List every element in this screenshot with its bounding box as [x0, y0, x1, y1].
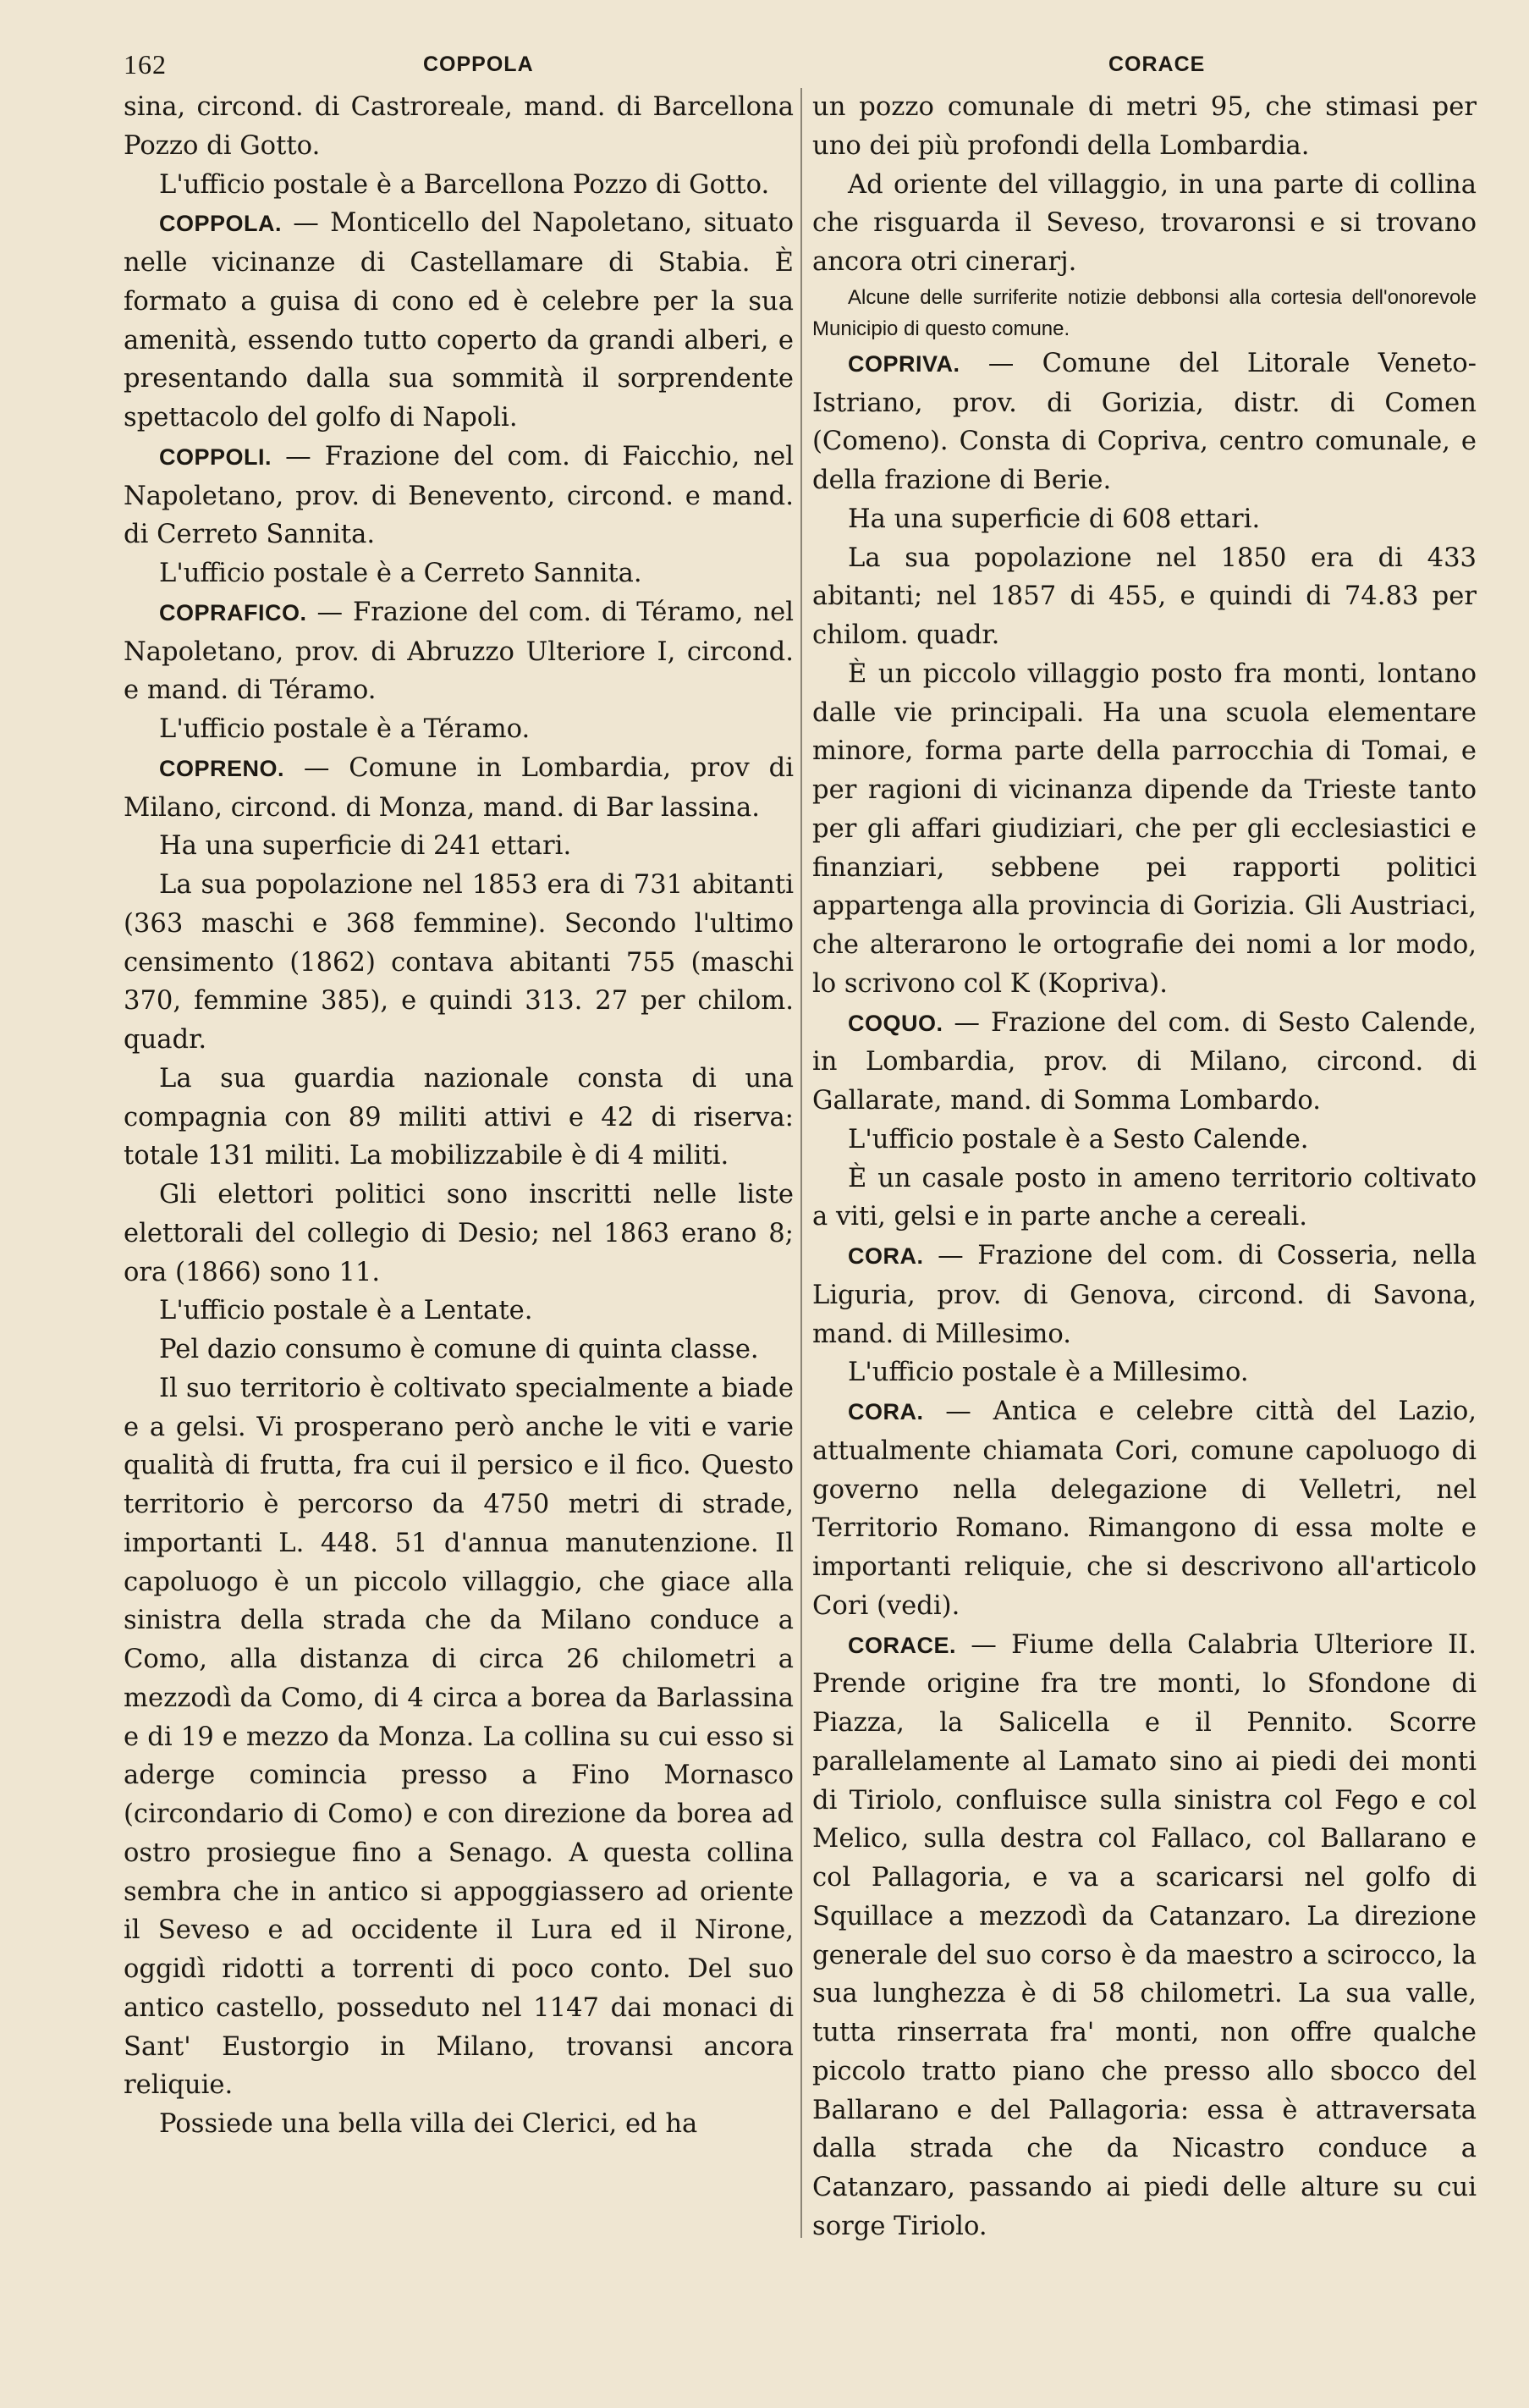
entry-text: La sua guardia nazionale consta di una compagnia con 89 militi attivi e 42 di riserva: totale 131 militi. La mobilizzabile è di 4 militi.	[124, 1063, 794, 1171]
left-running-head: COPPOLA	[423, 52, 534, 76]
paragraph	[812, 539, 1477, 655]
entry-text: L'ufficio postale è a Téramo.	[159, 714, 531, 744]
entry-text: sina, circond. di Castroreale, mand. di Barcellona Pozzo di Gotto.	[124, 92, 794, 161]
entry-text: — Frazione del com. di Sesto Calende, in Lombardia, prov. di Milano, circond. di Gallarate, mand. di Somma Lombardo.	[812, 1007, 1477, 1116]
entry-text: un pozzo comunale di metri 95, che stimasi per uno dei più profondi della Lombardia.	[812, 92, 1477, 161]
entry-text: — Frazione del com. di Faicchio, nel Napoletano, prov. di Benevento, circond. e mand. di Cerreto Sannita.	[124, 441, 794, 550]
paragraph	[124, 2105, 794, 2144]
paragraph	[124, 866, 794, 1060]
entry-text: — Antica e celebre città del Lazio, attualmente chiamata Cori, comune capoluogo di governo nella delegazione di Velletri, nel Territorio Romano. Rimangono di essa molte e importanti reliquie, che si descrivono all'articolo Cori (vedi).	[812, 1397, 1477, 1621]
paragraph	[124, 1331, 794, 1369]
paragraph	[124, 1292, 794, 1331]
entry-headword: COPRENO.	[159, 755, 285, 781]
entry-text: — Frazione del com. di Téramo, nel Napoletano, prov. di Abruzzo Ulteriore I, circond. e mand. di Téramo.	[124, 597, 794, 706]
column-divider	[800, 88, 802, 2238]
entry-text: L'ufficio postale è a Cerreto Sannita.	[159, 559, 642, 588]
paragraph	[812, 88, 1477, 166]
paragraph	[124, 827, 794, 866]
paragraph	[812, 166, 1477, 282]
paragraph	[124, 166, 794, 205]
paragraph	[124, 1369, 794, 2105]
entry-text: Gli elettori politici sono inscritti nelle liste elettorali del collegio di Desio; nel 1863 erano 8; ora (1866) sono 11.	[124, 1180, 794, 1287]
page-number: 162	[124, 49, 167, 80]
dictionary-entry	[812, 1392, 1477, 1626]
entry-headword: COPPOLI.	[159, 444, 272, 470]
entry-text: È un piccolo villaggio posto fra monti, lontano dalle vie principali. Ha una scuola elementare minore, forma parte della parrocchia di Tomai, e per ragioni di vicinanza dipende da Trieste tanto per gli affari giudiziari, che per gli ecclesiastici e finanziari, sebbene pei rapporti politici appartenga alla provincia di Gorizia. Gli Austriaci, che alterarono le ortografie dei nomi a lor modo, lo scrivono col K (Kopriva).	[812, 658, 1477, 999]
dictionary-entry	[124, 593, 794, 710]
dictionary-entry	[812, 1237, 1477, 1353]
entry-text: Alcune delle surriferite notizie debbonsi alla cortesia dell'onorevole Municipio di questo comune.	[812, 285, 1477, 340]
entry-text: — Monticello del Napoletano, situato nelle vicinanze di Castellamare di Stabia. È formato a guisa di cono ed è celebre per la sua amenità, essendo tutto coperto da grandi alberi, e presentando dalla sua sommità il sorprendente spettacolo del golfo di Napoli.	[124, 208, 794, 433]
entry-headword: CORA.	[848, 1399, 924, 1424]
entry-text: Possiede una bella villa dei Clerici, ed ha	[159, 2109, 698, 2139]
entry-text: È un casale posto in ameno territorio coltivato a viti, gelsi e in parte anche a cereali.	[812, 1163, 1477, 1232]
dictionary-entry	[812, 1004, 1477, 1121]
left-column	[124, 88, 794, 2144]
entry-headword: COPRAFICO.	[159, 599, 307, 625]
entry-text: L'ufficio postale è a Lentate.	[159, 1296, 533, 1326]
entry-text: — Frazione del com. di Cosseria, nella Liguria, prov. di Genova, circond. di Savona, mand. di Millesimo.	[812, 1241, 1477, 1349]
entry-text: La sua popolazione nel 1850 era di 433 abitanti; nel 1857 di 455, e quindi di 74.83 per chilom. quadr.	[812, 543, 1477, 650]
paragraph	[124, 1060, 794, 1176]
right-column	[812, 88, 1477, 2246]
entry-text: Il suo territorio è coltivato specialmente a biade e a gelsi. Vi prosperano però anche le viti e varie qualità di frutta, fra cui il persico e il fico. Questo territorio è percorso da 4750 metri di strade, importanti L. 448. 51 d'annua manutenzione. Il capoluogo è un piccolo villaggio, che giace alla sinistra della strada che da Milano conduce a Como, alla distanza di circa 26 chilometri a mezzodì da Como, di 4 circa a borea da Barlassina e di 19 e mezzo da Monza. La collina su cui esso si aderge comincia presso a Fino Mornasco (circondario di Como) e con direzione da borea ad ostro prosiegue fino a Senago. A questa collina sembra che in antico si appoggiassero ad oriente il Seveso e ad occidente il Lura ed il Nirone, oggidì ridotti a torrenti di poco conto. Del suo antico castello, posseduto nel 1147 dai monaci di Sant' Eustorgio in Milano, trovansi ancora reliquie.	[124, 1373, 794, 2101]
paragraph	[124, 554, 794, 593]
entry-headword: CORA.	[848, 1243, 924, 1269]
dictionary-entry	[812, 344, 1477, 500]
dictionary-entry	[124, 204, 794, 438]
entry-text: La sua popolazione nel 1853 era di 731 abitanti (363 maschi e 368 femmine). Secondo l'ultimo censimento (1862) contava abitanti 755 (maschi 370, femmine 385), e quindi 313. 27 per chilom. quadr.	[124, 870, 794, 1055]
entry-text: L'ufficio postale è a Sesto Calende.	[848, 1124, 1309, 1154]
entry-text: L'ufficio postale è a Barcellona Pozzo di Gotto.	[159, 169, 770, 200]
entry-text: Ha una superficie di 608 ettari.	[848, 504, 1261, 534]
editorial-note	[812, 282, 1477, 344]
entry-text: Ad oriente del villaggio, in una parte di collina che risguarda il Seveso, trovaronsi e si trovano ancora otri cinerarj.	[812, 169, 1477, 277]
dictionary-entry	[812, 1626, 1477, 2246]
paragraph	[124, 1176, 794, 1292]
paragraph	[124, 88, 794, 166]
entry-text: L'ufficio postale è a Millesimo.	[848, 1358, 1249, 1388]
entry-headword: COPPOLA.	[159, 211, 283, 237]
right-running-head: CORACE	[1108, 52, 1206, 76]
paragraph	[812, 1121, 1477, 1160]
paragraph	[812, 500, 1477, 539]
entry-text: — Comune del Litorale Veneto-Istriano, prov. di Gorizia, distr. di Comen (Comeno). Consta di Copriva, centro comunale, e della frazione di Berie.	[812, 348, 1477, 495]
entry-text: — Fiume della Calabria Ulteriore II. Prende origine fra tre monti, lo Sfondone di Piazza, la Salicella e il Pennito. Scorre parallelamente al Lamato sino ai piedi dei monti di Tiriolo, confluisce sulla sinistra col Fego e col Melico, sulla destra col Fallaco, col Ballarano e col Pallagoria, e va a scaricarsi nel golfo di Squillace a mezzodì da Catanzaro. La direzione generale del suo corso è da maestro a scirocco, la sua lunghezza è di 58 chilometri. La sua valle, tutta rinserrata fra' monti, non offre qualche piccolo tratto piano che presso allo sbocco del Ballarano e del Pallagoria: essa è attraversata dalla strada che da Nicastro conduce a Catanzaro, passando ai piedi delle alture su cui sorge Tiriolo.	[812, 1629, 1477, 2241]
entry-headword: COQUO.	[848, 1010, 943, 1036]
dictionary-entry	[124, 749, 794, 828]
paragraph	[812, 1353, 1477, 1392]
entry-text: Pel dazio consumo è comune di quinta classe.	[159, 1335, 759, 1364]
paragraph	[812, 655, 1477, 1004]
entry-text: Ha una superficie di 241 ettari.	[159, 831, 572, 862]
dictionary-entry	[124, 438, 794, 554]
entry-headword: CORACE.	[848, 1632, 957, 1658]
paragraph	[124, 710, 794, 749]
paragraph	[812, 1160, 1477, 1237]
entry-text: — Comune in Lombardia, prov di Milano, circond. di Monza, mand. di Bar lassina.	[124, 752, 794, 823]
entry-headword: COPRIVA.	[848, 350, 960, 377]
